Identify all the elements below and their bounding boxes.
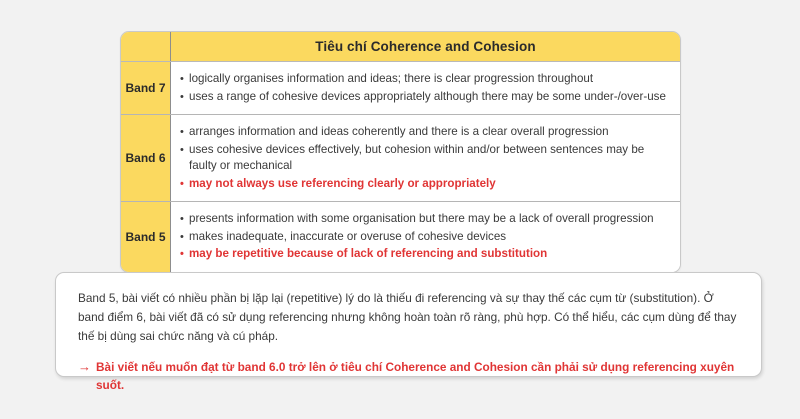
list-item	[180, 142, 670, 175]
table-row	[121, 202, 680, 272]
band-label-cell: Band 6	[121, 115, 171, 201]
list-item-text: uses a range of cohesive devices appropriately although there may be some under-/over-use	[189, 89, 666, 103]
table-header-title: Tiêu chí Coherence and Cohesion	[315, 39, 536, 54]
bullet-icon: •	[180, 230, 184, 243]
coherence-cohesion-criteria-table	[120, 31, 681, 273]
list-item	[180, 124, 670, 141]
bullet-icon: •	[180, 213, 184, 225]
list-item	[180, 71, 670, 88]
list-item-text: logically organises information and ideas; there is clear progression throughout	[189, 72, 594, 85]
list-item-text: makes inadequate, inaccurate or overuse of cohesive devices	[189, 229, 507, 243]
list-item-text: arranges information and ideas coherently and there is a clear overall progression	[189, 125, 609, 138]
list-item-text: may be repetitive because of lack of referencing and substitution	[189, 247, 548, 260]
arrow-right-icon: →	[78, 359, 91, 374]
table-row	[121, 115, 680, 202]
list-item-highlighted	[180, 176, 670, 193]
list-item	[180, 89, 670, 106]
bullet-icon: •	[180, 73, 184, 85]
table-header-row	[121, 32, 680, 62]
band-label-cell: Band 7	[121, 62, 171, 114]
note-conclusion-text: Bài viết nếu muốn đạt từ band 6.0 trở lên ở tiêu chí Coherence and Cohesion cần phải sử dụng referencing xuyên suốt.	[96, 360, 735, 392]
bullet-icon: •	[180, 248, 184, 260]
band-label-cell: Band 5	[121, 202, 171, 272]
list-item-text: uses cohesive devices effectively, but cohesion within and/or between sentences may be faulty or mechanical	[189, 142, 645, 172]
note-paragraph: Band 5, bài viết có nhiều phần bị lặp lại (repetitive) lý do là thiếu đi referencing và sự thay thế các cụm từ (substitution). Ở band điểm 6, bài viết đã có sử dụng referencing nhưng không hoàn toàn rõ ràng, phù hợp. Có thể hiểu, các cụm dùng để thay thế bị dùng sai chức năng và cú pháp.	[78, 291, 737, 343]
band-descriptor-cell	[171, 202, 680, 272]
list-item-text: may not always use referencing clearly or appropriately	[189, 176, 496, 190]
explanation-note-box	[55, 272, 762, 392]
list-item-text: presents information with some organisation but there may be a lack of overall progression	[189, 212, 654, 225]
list-item	[180, 229, 670, 246]
table-header-band-cell	[121, 32, 171, 61]
band-descriptor-cell	[171, 62, 680, 114]
table-row	[121, 62, 680, 115]
bullet-icon: •	[180, 143, 184, 156]
bullet-icon: •	[180, 126, 184, 138]
note-conclusion	[78, 358, 741, 394]
list-item-highlighted	[180, 246, 670, 263]
bullet-icon: •	[180, 90, 184, 103]
bullet-icon: •	[180, 177, 184, 190]
band-descriptor-cell	[171, 115, 680, 201]
list-item	[180, 211, 670, 228]
